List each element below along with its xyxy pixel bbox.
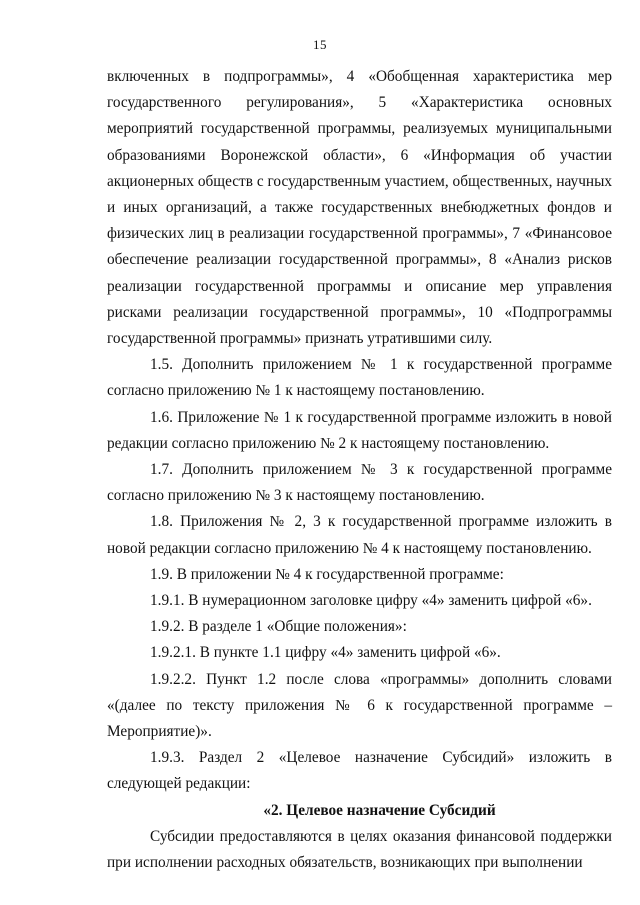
paragraph-1-5: 1.5. Дополнить приложением № 1 к государственной программе согласно приложению № 1 к настоящему постановлению. bbox=[107, 356, 612, 400]
paragraph-1-9-2-2: 1.9.2.2. Пункт 1.2 после слова «программы» дополнить словами «(далее по тексту приложения № 6 к государственной программе – Мероприятие)». bbox=[107, 670, 612, 741]
paragraph-1-9-1: 1.9.1. В нумерационном заголовке цифру «4» заменить цифрой «6». bbox=[150, 592, 592, 610]
paragraph-1-8: 1.8. Приложения № 2, 3 к государственной программе изложить в новой редакции согласно приложению № 4 к настоящему постановлению. bbox=[107, 513, 612, 557]
page-number: 15 bbox=[313, 37, 327, 52]
paragraph-1-9-2-1: 1.9.2.1. В пункте 1.1 цифру «4» заменить цифрой «6». bbox=[150, 644, 501, 662]
paragraph-1-9: 1.9. В приложении № 4 к государственной программе: bbox=[150, 565, 504, 583]
paragraph-subsidies: Субсидии предоставляются в целях оказания финансовой поддержки при исполнении расходных обязательств, возникающих при выполнении bbox=[107, 827, 612, 872]
document-body bbox=[107, 64, 612, 876]
paragraph-1-9-3: 1.9.3. Раздел 2 «Целевое назначение Субсидий» изложить в следующей редакции: bbox=[107, 749, 612, 793]
paragraph-1-7: 1.7. Дополнить приложением № 3 к государственной программе согласно приложению № 3 к настоящему постановлению. bbox=[107, 461, 612, 505]
paragraph-1-6: 1.6. Приложение № 1 к государственной программе изложить в новой редакции согласно приложению № 2 к настоящему постановлению. bbox=[107, 408, 612, 452]
paragraph-subprograms: включенных в подпрограммы», 4 «Обобщенная характеристика мер государственного регулирования», 5 «Характеристика основных мероприятий государственной программы, реализуемых муниципальными образованиями Воронежской области», 6 «Информация об участии акционерных обществ с государственным участием, общественных, научных и иных организаций, а также государственных внебюджетных фондов и физических лиц в реализации государственной программы», 7 «Финансовое обеспечение реализации государственной программы», 8 «Анализ рисков реализации государственной программы и описание мер управления рисками реализации государственной программы», 10 «Подпрограммы государственной программы» признать утратившими силу. bbox=[107, 68, 612, 348]
paragraph-1-9-2: 1.9.2. В разделе 1 «Общие положения»: bbox=[150, 618, 407, 636]
section-heading: «2. Целевое назначение Субсидий bbox=[263, 801, 496, 819]
